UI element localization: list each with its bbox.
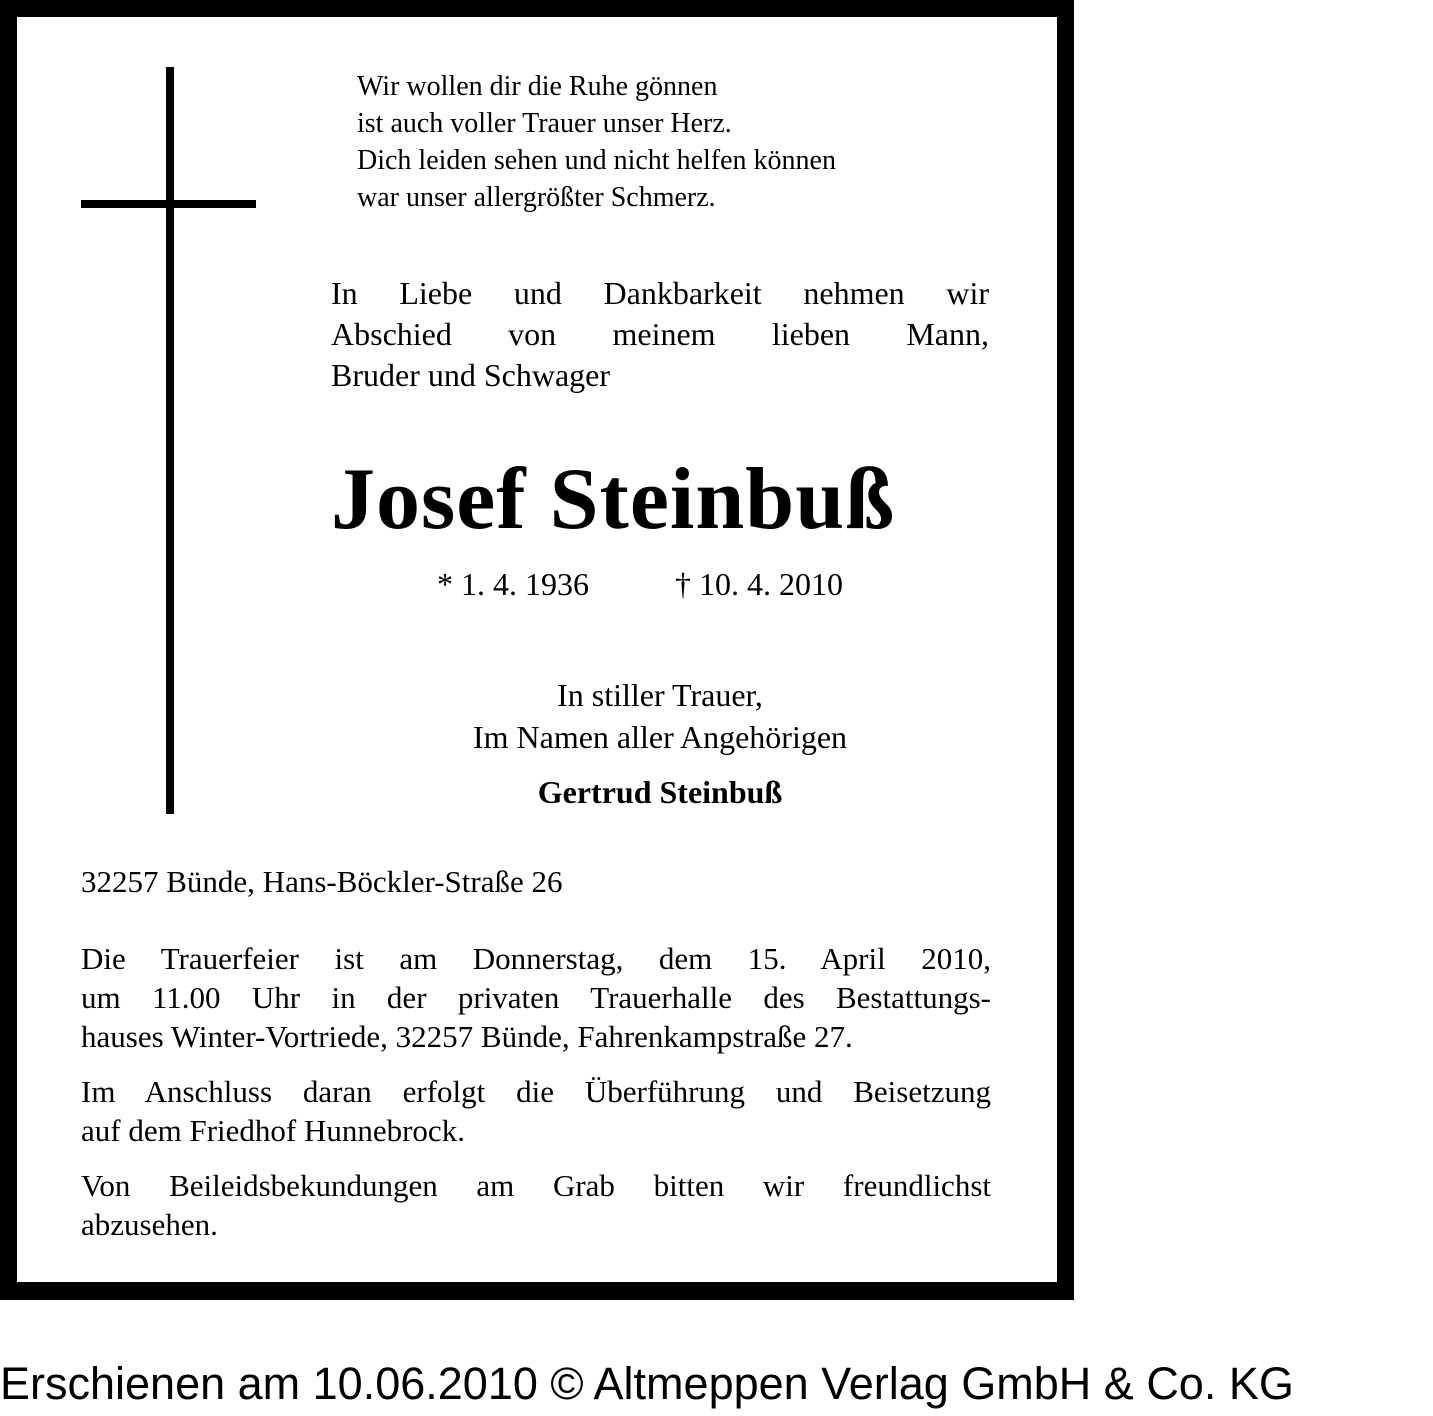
life-dates: [437, 566, 843, 603]
funeral-line: Die Trauerfeier ist am Donnerstag, dem 15. April 2010,: [81, 941, 991, 976]
funeral-line: hauses Winter-Vortriede, 32257 Bünde, Fahrenkampstraße 27.: [81, 1019, 853, 1054]
burial-info: [81, 1072, 991, 1150]
condolences-info: [81, 1166, 991, 1244]
poem: [357, 68, 836, 216]
funeral-line: um 11.00 Uhr in der privaten Trauerhalle des Bestattungs-: [81, 980, 991, 1015]
death-date: † 10. 4. 2010: [675, 566, 843, 602]
intro-line: Bruder und Schwager: [331, 357, 611, 393]
poem-line: ist auch voller Trauer unser Herz.: [357, 108, 732, 139]
cross-icon-bar: [81, 200, 256, 208]
deceased-name: Josef Steinbuß: [331, 451, 896, 548]
address: 32257 Bünde, Hans-Böckler-Straße 26: [81, 864, 563, 899]
condolences-line: Von Beileidsbekundungen am Grab bitten wir freundlichst: [81, 1168, 991, 1203]
signer-name: Gertrud Steinbuß: [537, 774, 783, 810]
signoff-line: In stiller Trauer,: [557, 677, 763, 713]
intro-text: [331, 273, 989, 396]
condolences-line: abzusehen.: [81, 1207, 218, 1242]
burial-line: Im Anschluss daran erfolgt die Überführung und Beisetzung: [81, 1074, 991, 1109]
burial-line: auf dem Friedhof Hunnebrock.: [81, 1113, 465, 1148]
signoff-line: Im Namen aller Angehörigen: [472, 719, 848, 755]
poem-line: war unser allergrößter Schmerz.: [357, 182, 716, 213]
intro-line: In Liebe und Dankbarkeit nehmen wir: [331, 275, 989, 311]
publication-footer: Erschienen am 10.06.2010 © Altmeppen Verlag GmbH & Co. KG: [0, 1358, 1294, 1409]
poem-line: Dich leiden sehen und nicht helfen können: [357, 145, 836, 176]
birth-date: * 1. 4. 1936: [437, 566, 589, 602]
funeral-info: [81, 939, 991, 1056]
signoff: [331, 674, 989, 758]
intro-line: Abschied von meinem lieben Mann,: [331, 316, 989, 352]
poem-line: Wir wollen dir die Ruhe gönnen: [357, 71, 718, 102]
cross-icon: [166, 67, 174, 814]
